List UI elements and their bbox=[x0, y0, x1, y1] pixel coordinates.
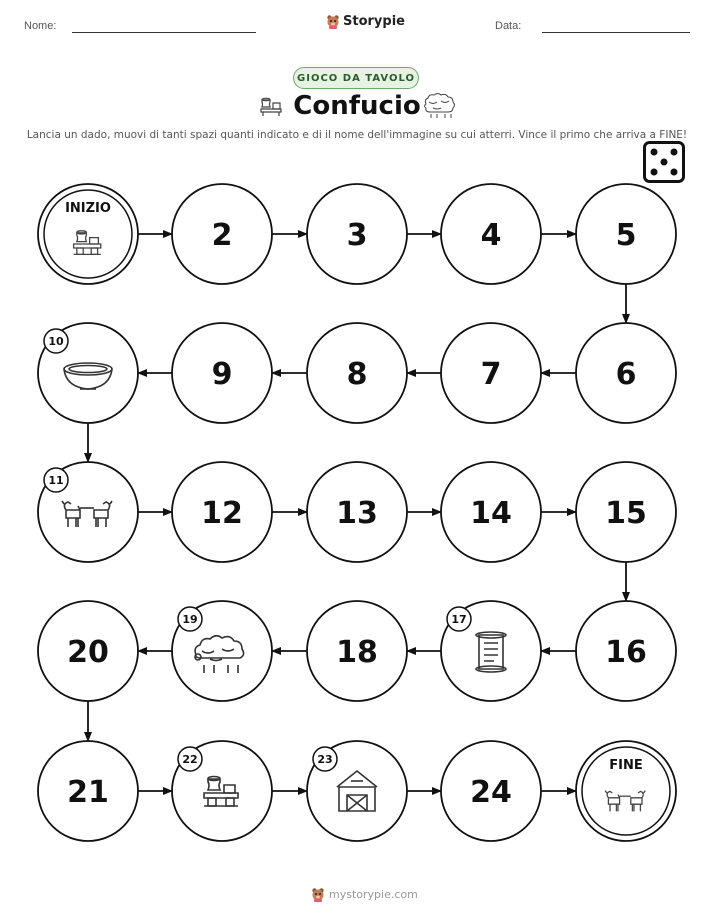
finish-label: FINE bbox=[609, 758, 643, 773]
board-space-25 bbox=[576, 741, 676, 841]
start-label: INIZIO bbox=[65, 201, 111, 216]
board-space-8 bbox=[307, 323, 407, 423]
board-space-7 bbox=[441, 323, 541, 423]
footer bbox=[311, 887, 418, 902]
space-number: 20 bbox=[67, 635, 109, 670]
board-space-21 bbox=[38, 741, 138, 841]
brand-name: Storypie bbox=[343, 14, 405, 29]
category-badge: GIOCO DA TAVOLO bbox=[293, 67, 419, 89]
space-number: 8 bbox=[346, 357, 368, 392]
space-number: 3 bbox=[346, 218, 368, 253]
board-space-20 bbox=[38, 601, 138, 701]
storypie-logo-icon bbox=[311, 887, 325, 902]
date-label: Data: bbox=[495, 20, 522, 32]
board-space-9 bbox=[172, 323, 272, 423]
space-number: 6 bbox=[615, 357, 637, 392]
board-space-5 bbox=[576, 184, 676, 284]
board-space-1 bbox=[38, 184, 138, 284]
space-number: 15 bbox=[605, 496, 647, 531]
space-number: 14 bbox=[470, 496, 512, 531]
space-number: 24 bbox=[470, 775, 512, 810]
board-space-15 bbox=[576, 462, 676, 562]
board-space-13 bbox=[307, 462, 407, 562]
board-space-24 bbox=[441, 741, 541, 841]
space-number: 19 bbox=[182, 613, 198, 626]
space-number: 23 bbox=[317, 753, 333, 766]
board-space-4 bbox=[441, 184, 541, 284]
footer-url: mystorypie.com bbox=[329, 888, 418, 901]
space-number: 16 bbox=[605, 635, 647, 670]
space-number: 4 bbox=[480, 218, 502, 253]
board-space-6 bbox=[576, 323, 676, 423]
space-number: 7 bbox=[480, 357, 502, 392]
board-space-18 bbox=[307, 601, 407, 701]
space-number: 5 bbox=[615, 218, 637, 253]
space-number: 21 bbox=[67, 775, 109, 810]
board-space-23 bbox=[307, 741, 407, 841]
space-number: 10 bbox=[48, 335, 64, 348]
space-number: 22 bbox=[182, 753, 198, 766]
space-number: 2 bbox=[211, 218, 233, 253]
board-space-16 bbox=[576, 601, 676, 701]
board-space-22 bbox=[172, 741, 272, 841]
page-title: Confucio bbox=[293, 91, 421, 121]
board-space-17 bbox=[441, 601, 541, 701]
board-space-14 bbox=[441, 462, 541, 562]
space-number: 17 bbox=[451, 613, 467, 626]
space-number: 18 bbox=[336, 635, 378, 670]
instructions: Lancia un dado, muovi di tanti spazi quanti indicato e di il nome dell'immagine su cui atterri. Vince il primo che arriva a FINE! bbox=[26, 129, 688, 141]
board-space-10 bbox=[38, 323, 138, 423]
space-number: 11 bbox=[48, 474, 64, 487]
board-space-2 bbox=[172, 184, 272, 284]
space-number: 9 bbox=[211, 357, 233, 392]
board-space-3 bbox=[307, 184, 407, 284]
board-space-19 bbox=[172, 601, 272, 701]
space-number: 12 bbox=[201, 496, 243, 531]
name-label: Nome: bbox=[24, 20, 57, 32]
board-space-12 bbox=[172, 462, 272, 562]
space-number: 13 bbox=[336, 496, 378, 531]
board-space-11 bbox=[38, 462, 138, 562]
